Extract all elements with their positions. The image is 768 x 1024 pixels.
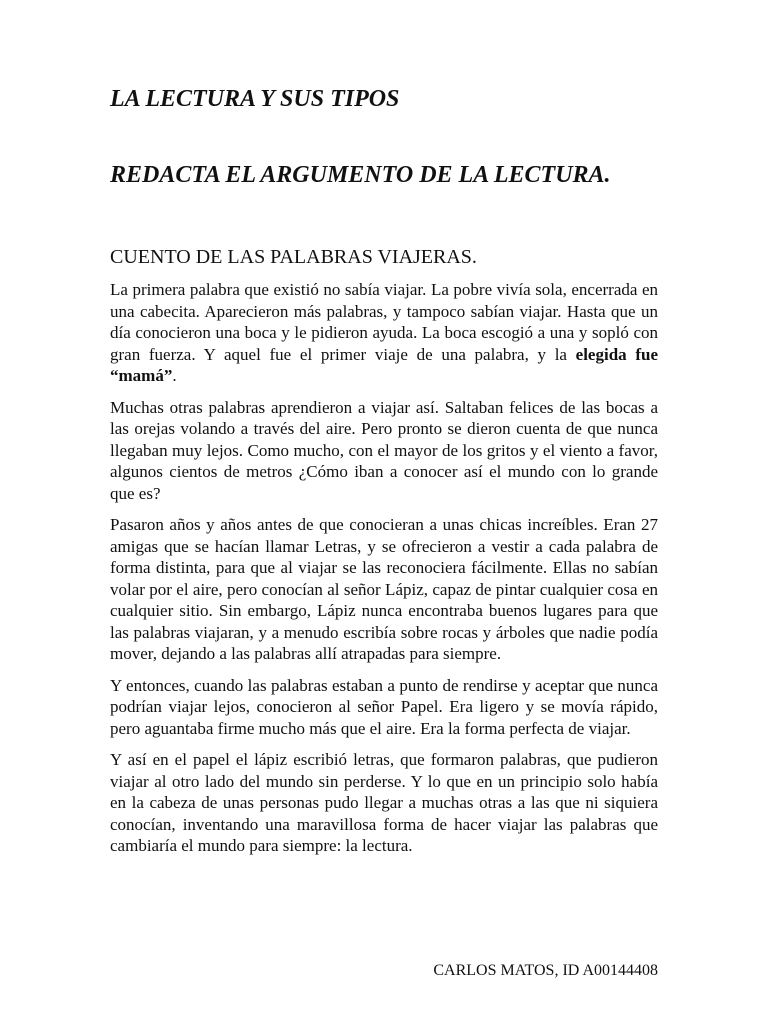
paragraph-1 [110,279,658,387]
document-title: LA LECTURA Y SUS TIPOS [110,86,400,112]
paragraph-2: Muchas otras palabras aprendieron a viajar así. Saltaban felices de las bocas a las orejas volando a través del aire. Pero pronto se dieron cuenta de que nunca llegaban muy lejos. Como mucho, con el mayor de los gritos y el viento a favor, algunos cientos de metros ¿Cómo iban a conocer así el mundo con lo grande que es? [110,397,658,503]
author-signature: CARLOS MATOS, ID A00144408 [433,962,658,979]
story-title: CUENTO DE LAS PALABRAS VIAJERAS. [110,246,477,268]
paragraph-5: Y así en el papel el lápiz escribió letras, que formaron palabras, que pudieron viajar al otro lado del mundo sin perderse. Y lo que en un principio solo había en la cabeza de unas personas pudo llegar a muchas otras a las que ni siquiera conocían, inventando una maravillosa forma de hacer viajar las palabras que cambiaría el mundo para siempre: la lectura. [110,750,658,855]
story-body [110,279,658,867]
paragraph-4: Y entonces, cuando las palabras estaban a punto de rendirse y aceptar que nunca podrían viajar lejos, conocieron al señor Papel. Era ligero y se movía rápido, pero aguantaba firme mucho más que el aire. Era la forma perfecta de viajar. [110,675,658,738]
paragraph-1-bold: elegida fue “mamá” [110,344,658,385]
paragraph-3: Pasaron años y años antes de que conocieran a unas chicas increíbles. Eran 27 amigas que se hacían llamar Letras, y se ofrecieron a vestir a cada palabra de forma distinta, para que al viajar se las reconociera fácilmente. Ellas no sabían volar por el aire, pero conocían al señor Lápiz, capaz de pintar cualquier cosa en cualquier sitio. Sin embargo, Lápiz nunca encontraba buenos lugares para que las palabras viajaran, y a menudo escribía sobre rocas y árboles que nadie podía mover, dejando a las palabras allí atrapadas para siempre. [110,515,658,663]
paragraph-1-text: La primera palabra que existió no sabía viajar. La pobre vivía sola, encerrada en una cabecita. Aparecieron más palabras, y tampoco sabían viajar. Hasta que un día conocieron una boca y le pidieron ayuda. La boca escogió a una y sopló con gran fuerza. Y aquel fue el primer viaje de una palabra, y la [110,280,658,364]
paragraph-1-end: . [172,366,177,385]
document-subtitle: REDACTA EL ARGUMENTO DE LA LECTURA. [110,162,611,188]
